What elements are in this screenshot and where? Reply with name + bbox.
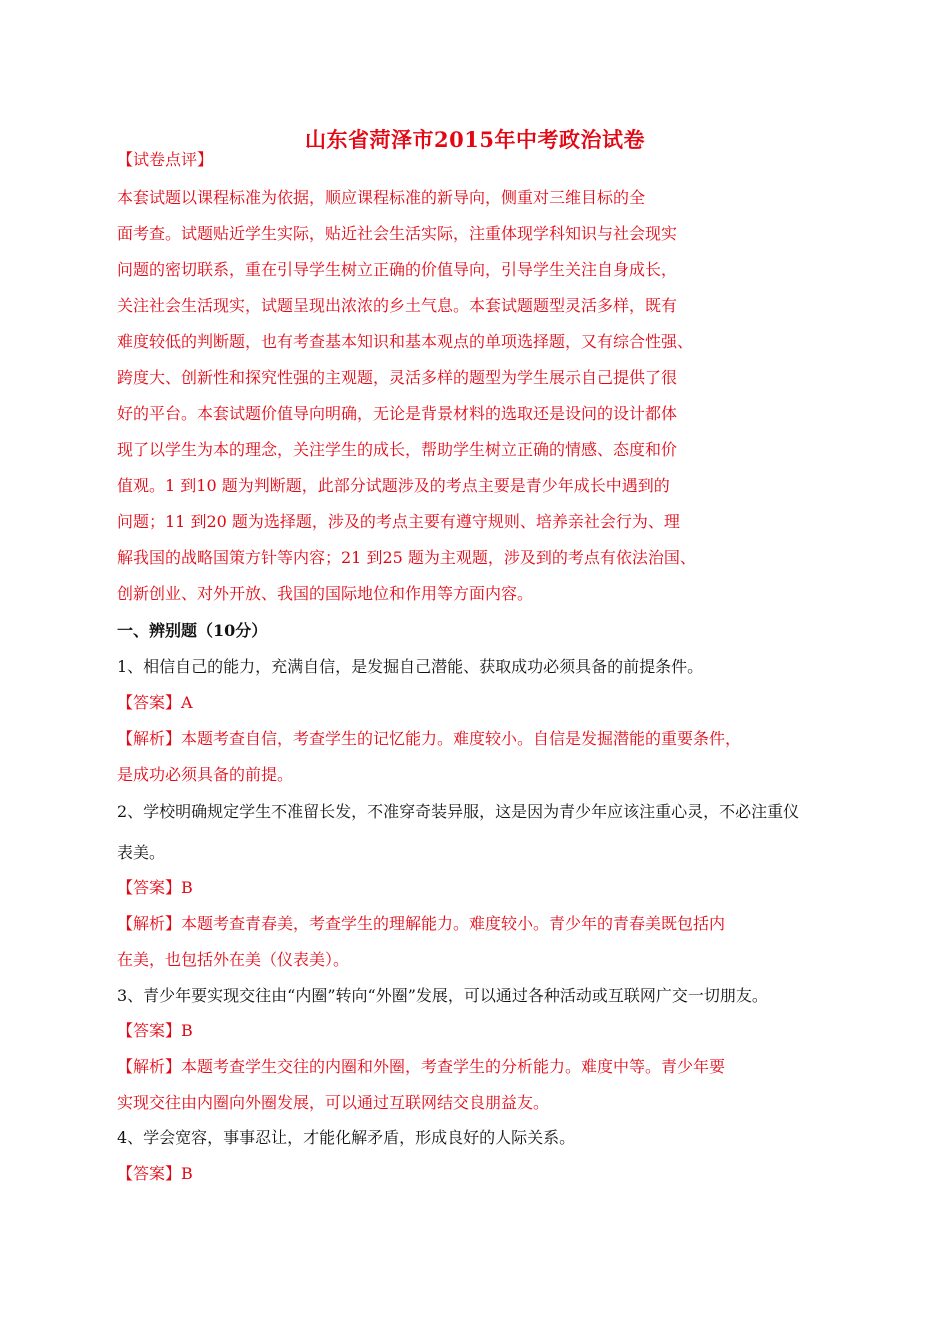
review-line: 值观。1 到10 题为判断题，此部分试题涉及的考点主要是青少年成长中遇到的 xyxy=(117,476,670,495)
question-3-text: 3、青少年要实现交往由“内圈”转向“外圈”发展，可以通过各种活动或互联网广交一切朋友。 xyxy=(117,986,768,1005)
review-line: 好的平台。本套试题价值导向明确，无论是背景材料的选取还是设问的设计都体 xyxy=(117,404,678,423)
review-line: 创新创业、对外开放、我国的国际地位和作用等方面内容。 xyxy=(117,584,534,603)
question-4-answer: 【答案】B xyxy=(117,1164,193,1183)
review-line: 跨度大、创新性和探究性强的主观题，灵活多样的题型为学生展示自己提供了很 xyxy=(117,368,678,387)
question-2-analysis: 【解析】本题考查青春美，考查学生的理解能力。难度较小。青少年的青春美既包括内 xyxy=(117,914,726,933)
question-3-analysis: 实现交往由内圈向外圈发展，可以通过互联网结交良朋益友。 xyxy=(117,1093,550,1112)
review-line: 现了以学生为本的理念，关注学生的成长，帮助学生树立正确的情感、态度和价 xyxy=(117,440,678,459)
question-1-answer: 【答案】A xyxy=(117,693,193,712)
question-3-answer: 【答案】B xyxy=(117,1021,193,1040)
review-line: 面考查。试题贴近学生实际，贴近社会生活实际，注重体现学科知识与社会现实 xyxy=(117,224,678,243)
question-4-text: 4、学会宽容，事事忍让，才能化解矛盾，形成良好的人际关系。 xyxy=(117,1128,576,1147)
review-line: 解我国的战略国策方针等内容；21 到25 题为主观题，涉及到的考点有依法治国、 xyxy=(117,548,696,567)
section-heading: 一、辨别题（10分） xyxy=(117,621,268,640)
question-1-text: 1、相信自己的能力，充满自信，是发掘自己潜能、获取成功必须具备的前提条件。 xyxy=(117,657,704,676)
review-line: 问题；11 到20 题为选择题，涉及的考点主要有遵守规则、培养亲社会行为、理 xyxy=(117,512,680,531)
page-title: 山东省菏泽市2015年中考政治试卷 xyxy=(305,127,645,152)
question-2-analysis: 在美，也包括外在美（仪表美）。 xyxy=(117,950,350,969)
question-2-text: 表美。 xyxy=(117,843,166,862)
question-2-text: 2、学校明确规定学生不准留长发，不准穿奇装异服，这是因为青少年应该注重心灵，不必注重仪 xyxy=(117,802,800,821)
review-line: 难度较低的判断题，也有考查基本知识和基本观点的单项选择题，又有综合性强、 xyxy=(117,332,694,351)
question-3-analysis: 【解析】本题考查学生交往的内圈和外圈，考查学生的分析能力。难度中等。青少年要 xyxy=(117,1057,726,1076)
review-line: 关注社会生活现实，试题呈现出浓浓的乡土气息。本套试题题型灵活多样，既有 xyxy=(117,296,678,315)
question-1-analysis: 是成功必须具备的前提。 xyxy=(117,765,294,784)
question-1-analysis: 【解析】本题考查自信，考查学生的记忆能力。难度较小。自信是发掘潜能的重要条件， xyxy=(117,729,742,748)
review-heading: 【试卷点评】 xyxy=(117,150,214,169)
review-line: 问题的密切联系，重在引导学生树立正确的价值导向，引导学生关注自身成长， xyxy=(117,260,678,279)
review-line: 本套试题以课程标准为依据，顺应课程标准的新导向，侧重对三维目标的全 xyxy=(117,188,646,207)
question-2-answer: 【答案】B xyxy=(117,878,193,897)
